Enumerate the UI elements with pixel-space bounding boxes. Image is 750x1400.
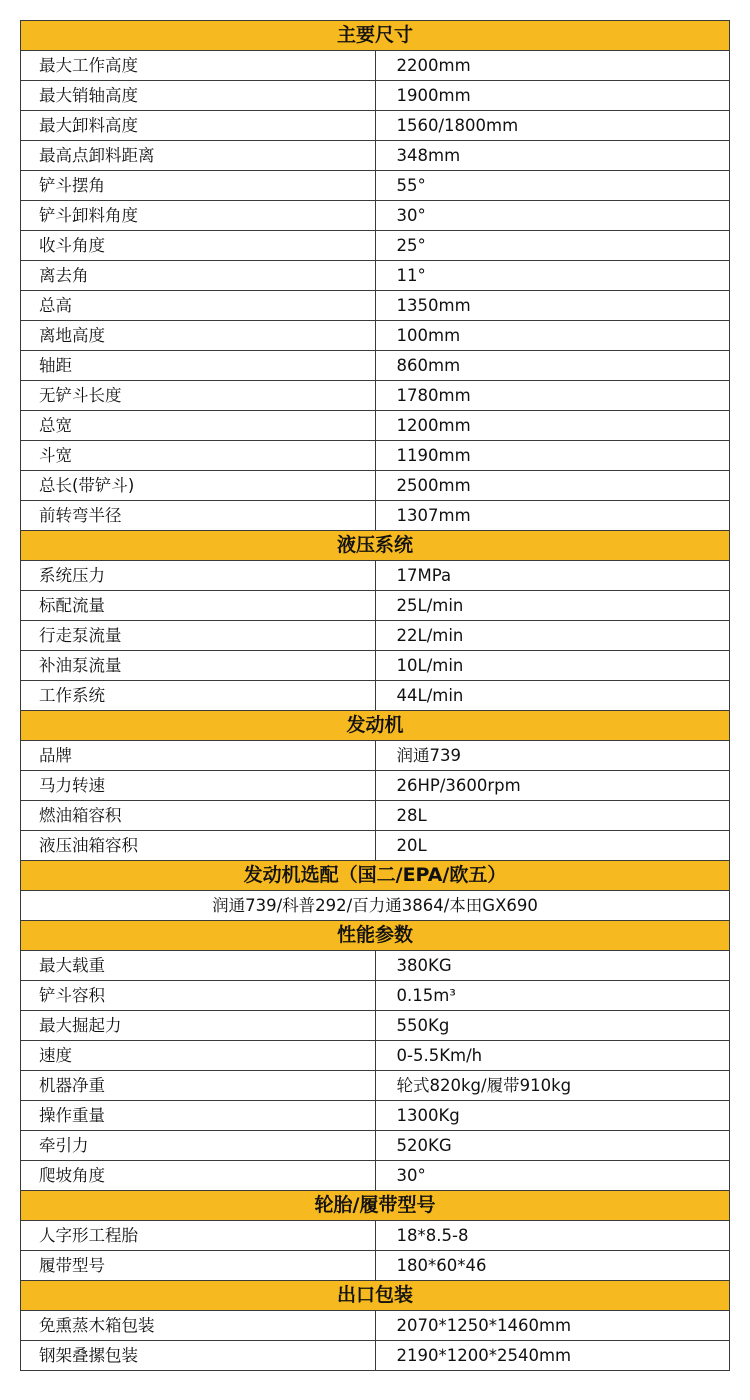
spec-label: 斗宽: [21, 441, 376, 471]
table-row: [21, 231, 730, 261]
table-row: [21, 1011, 730, 1041]
table-row: [21, 471, 730, 501]
table-row: [21, 741, 730, 771]
spec-label: 标配流量: [21, 591, 376, 621]
spec-label: 燃油箱容积: [21, 801, 376, 831]
spec-value: 30°: [375, 201, 730, 231]
spec-value: 100mm: [375, 321, 730, 351]
spec-label: 前转弯半径: [21, 501, 376, 531]
table-row: [21, 1161, 730, 1191]
section-title: 发动机选配（国二/EPA/欧五）: [21, 861, 730, 891]
table-row: [21, 651, 730, 681]
table-row: [21, 141, 730, 171]
spec-label: 收斗角度: [21, 231, 376, 261]
spec-label: 最大载重: [21, 951, 376, 981]
spec-value: 1350mm: [375, 291, 730, 321]
spec-value: 25L/min: [375, 591, 730, 621]
spec-value: 18*8.5-8: [375, 1221, 730, 1251]
table-row: [21, 1251, 730, 1281]
table-row: [21, 111, 730, 141]
spec-value: 520KG: [375, 1131, 730, 1161]
table-row: [21, 1041, 730, 1071]
spec-label: 行走泵流量: [21, 621, 376, 651]
spec-label: 最高点卸料距离: [21, 141, 376, 171]
spec-label: 系统压力: [21, 561, 376, 591]
spec-value: 26HP/3600rpm: [375, 771, 730, 801]
section-title: 主要尺寸: [21, 21, 730, 51]
spec-label: 离去角: [21, 261, 376, 291]
spec-label: 机器净重: [21, 1071, 376, 1101]
section-title: 出口包装: [21, 1281, 730, 1311]
spec-value: 17MPa: [375, 561, 730, 591]
spec-label: 总长(带铲斗): [21, 471, 376, 501]
table-row: [21, 411, 730, 441]
table-row: [21, 681, 730, 711]
spec-value: 11°: [375, 261, 730, 291]
table-row: [21, 891, 730, 921]
spec-value: 0-5.5Km/h: [375, 1041, 730, 1071]
spec-label: 总高: [21, 291, 376, 321]
spec-value: 1560/1800mm: [375, 111, 730, 141]
spec-value: 348mm: [375, 141, 730, 171]
spec-label: 品牌: [21, 741, 376, 771]
table-row: [21, 261, 730, 291]
table-row: [21, 1101, 730, 1131]
section-header: [21, 711, 730, 741]
spec-value: 22L/min: [375, 621, 730, 651]
spec-value: 30°: [375, 1161, 730, 1191]
section-header: [21, 531, 730, 561]
table-row: [21, 501, 730, 531]
section-header: [21, 1191, 730, 1221]
table-row: [21, 171, 730, 201]
spec-label: 最大卸料高度: [21, 111, 376, 141]
spec-label: 工作系统: [21, 681, 376, 711]
table-row: [21, 1221, 730, 1251]
spec-value: 2200mm: [375, 51, 730, 81]
table-row: [21, 771, 730, 801]
table-row: [21, 591, 730, 621]
section-header: [21, 921, 730, 951]
table-row: [21, 81, 730, 111]
spec-label: 履带型号: [21, 1251, 376, 1281]
spec-value: 380KG: [375, 951, 730, 981]
spec-value: 1300Kg: [375, 1101, 730, 1131]
table-row: [21, 1131, 730, 1161]
spec-value: 1200mm: [375, 411, 730, 441]
spec-value: 20L: [375, 831, 730, 861]
section-title: 轮胎/履带型号: [21, 1191, 730, 1221]
spec-value: 1190mm: [375, 441, 730, 471]
spec-value: 10L/min: [375, 651, 730, 681]
spec-label: 轴距: [21, 351, 376, 381]
spec-label: 铲斗摆角: [21, 171, 376, 201]
section-header: [21, 21, 730, 51]
spec-label: 钢架叠摞包装: [21, 1341, 376, 1371]
table-row: [21, 381, 730, 411]
spec-value: 860mm: [375, 351, 730, 381]
table-row: [21, 981, 730, 1011]
spec-value: 0.15m³: [375, 981, 730, 1011]
table-row: [21, 291, 730, 321]
spec-table: [20, 20, 730, 1371]
section-title: 液压系统: [21, 531, 730, 561]
section-title: 发动机: [21, 711, 730, 741]
table-row: [21, 321, 730, 351]
spec-label: 最大工作高度: [21, 51, 376, 81]
spec-label: 人字形工程胎: [21, 1221, 376, 1251]
table-row: [21, 441, 730, 471]
spec-value: 180*60*46: [375, 1251, 730, 1281]
spec-value: 550Kg: [375, 1011, 730, 1041]
spec-label: 马力转速: [21, 771, 376, 801]
spec-label: 铲斗容积: [21, 981, 376, 1011]
spec-value: 轮式820kg/履带910kg: [375, 1071, 730, 1101]
spec-label: 铲斗卸料角度: [21, 201, 376, 231]
spec-label: 离地高度: [21, 321, 376, 351]
spec-value: 1900mm: [375, 81, 730, 111]
spec-label: 免熏蒸木箱包装: [21, 1311, 376, 1341]
spec-value: 2500mm: [375, 471, 730, 501]
spec-value: 55°: [375, 171, 730, 201]
table-row: [21, 351, 730, 381]
spec-value: 2070*1250*1460mm: [375, 1311, 730, 1341]
section-header: [21, 861, 730, 891]
spec-value: 2190*1200*2540mm: [375, 1341, 730, 1371]
table-row: [21, 561, 730, 591]
spec-label: 最大掘起力: [21, 1011, 376, 1041]
option-note: 润通739/科普292/百力通3864/本田GX690: [21, 891, 730, 921]
spec-value: 28L: [375, 801, 730, 831]
spec-label: 无铲斗长度: [21, 381, 376, 411]
table-row: [21, 1071, 730, 1101]
section-title: 性能参数: [21, 921, 730, 951]
table-row: [21, 831, 730, 861]
spec-label: 牵引力: [21, 1131, 376, 1161]
spec-label: 爬坡角度: [21, 1161, 376, 1191]
spec-value: 1307mm: [375, 501, 730, 531]
table-row: [21, 801, 730, 831]
spec-label: 总宽: [21, 411, 376, 441]
spec-label: 补油泵流量: [21, 651, 376, 681]
section-header: [21, 1281, 730, 1311]
table-row: [21, 1311, 730, 1341]
spec-label: 速度: [21, 1041, 376, 1071]
table-row: [21, 1341, 730, 1371]
table-row: [21, 51, 730, 81]
spec-label: 最大销轴高度: [21, 81, 376, 111]
table-row: [21, 951, 730, 981]
spec-value: 润通739: [375, 741, 730, 771]
spec-label: 液压油箱容积: [21, 831, 376, 861]
spec-label: 操作重量: [21, 1101, 376, 1131]
spec-value: 1780mm: [375, 381, 730, 411]
table-row: [21, 621, 730, 651]
table-row: [21, 201, 730, 231]
spec-value: 44L/min: [375, 681, 730, 711]
spec-value: 25°: [375, 231, 730, 261]
